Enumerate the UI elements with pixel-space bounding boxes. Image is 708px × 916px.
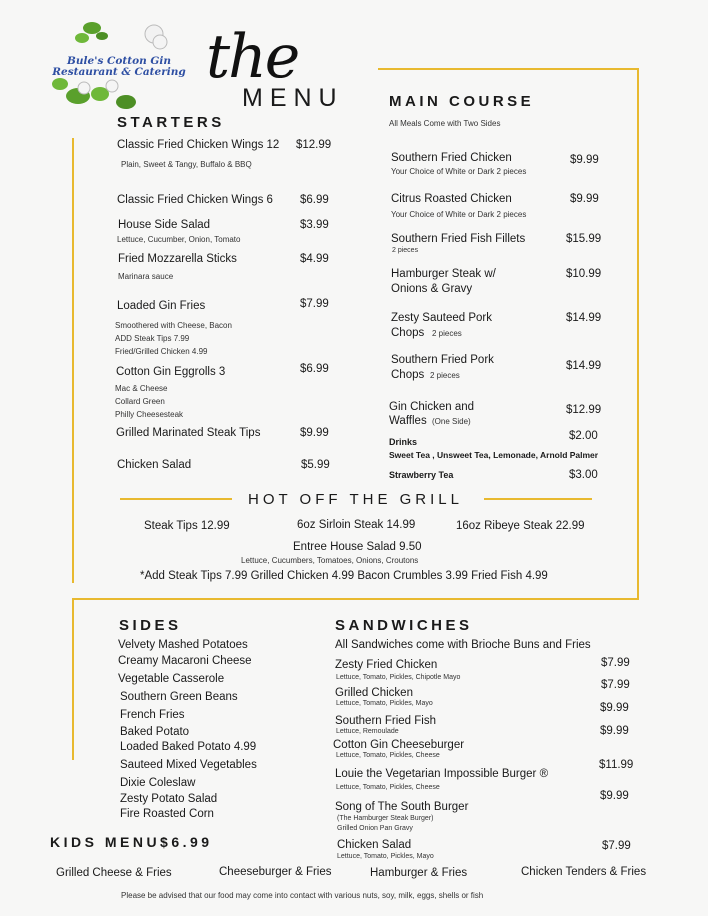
- drinks-price: $2.00: [569, 430, 598, 442]
- kids-item: Chicken Tenders & Fries: [521, 866, 647, 878]
- main-heading: MAIN COURSE: [389, 93, 535, 110]
- logo: [42, 14, 202, 114]
- starter-name: Classic Fried Chicken Wings 6: [117, 194, 273, 206]
- kids-item: Grilled Cheese & Fries: [56, 867, 172, 879]
- main-price: $12.99: [566, 404, 602, 416]
- main-name: Gin Chicken and: [389, 401, 475, 413]
- grill-heading: HOT OFF THE GRILL: [248, 491, 463, 508]
- grill-item: 16oz Ribeye Steak 22.99: [456, 520, 585, 532]
- drinks-label: Drinks: [389, 437, 418, 447]
- starter-desc: Philly Cheesesteak: [115, 410, 184, 419]
- main-desc: 2 pieces: [432, 329, 462, 338]
- main-price: $14.99: [566, 312, 602, 324]
- starter-price: $7.99: [300, 298, 329, 310]
- starter-name: Grilled Marinated Steak Tips: [116, 427, 261, 439]
- side-item: Sauteed Mixed Vegetables: [120, 759, 257, 771]
- starter-desc: Lettuce, Cucumber, Onion, Tomato: [117, 235, 241, 244]
- starter-desc: Plain, Sweet & Tangy, Buffalo & BBQ: [121, 160, 252, 169]
- grill-item: 6oz Sirloin Steak 14.99: [297, 519, 416, 531]
- frame-bottom-line: [72, 598, 639, 600]
- kids-item: Hamburger & Fries: [370, 867, 468, 879]
- grill-item: Steak Tips 12.99: [144, 520, 230, 532]
- main-name: Southern Fried Pork: [391, 354, 494, 366]
- side-item: Vegetable Casserole: [118, 673, 225, 685]
- sandwich-name: Zesty Fried Chicken: [335, 659, 438, 671]
- sandwich-price: $9.99: [600, 725, 629, 737]
- sides-heading: SIDES: [119, 617, 182, 634]
- sandwich-name: Song of The South Burger: [335, 801, 469, 813]
- main-subheading: All Meals Come with Two Sides: [389, 119, 501, 128]
- starter-name: Cotton Gin Eggrolls 3: [116, 366, 226, 378]
- main-desc: 2 pieces: [430, 371, 460, 380]
- side-item: Dixie Coleslaw: [120, 777, 196, 789]
- grill-salad-desc: Lettuce, Cucumbers, Tomatoes, Onions, Croutons: [241, 556, 419, 565]
- sandwich-name: Chicken Salad: [337, 839, 412, 851]
- frame-top-line: [378, 68, 639, 70]
- sandwich-desc: (The Hamburger Steak Burger): [337, 815, 434, 822]
- main-desc: Your Choice of White or Dark 2 pieces: [391, 210, 527, 219]
- main-price: $15.99: [566, 233, 602, 245]
- drinks-list: Sweet Tea , Unsweet Tea, Lemonade, Arnold Palmer: [389, 450, 599, 460]
- starter-desc: ADD Steak Tips 7.99: [115, 334, 190, 343]
- starter-name: Classic Fried Chicken Wings 12: [117, 139, 280, 151]
- main-desc: 2 pieces: [392, 247, 419, 254]
- main-name: Southern Fried Fish Fillets: [391, 233, 526, 245]
- starter-price: $4.99: [300, 253, 329, 265]
- starter-name: Loaded Gin Fries: [117, 300, 206, 312]
- sandwiches-heading: SANDWICHES: [335, 617, 473, 634]
- title-script: the: [206, 22, 299, 92]
- starter-desc: Mac & Cheese: [115, 384, 168, 393]
- starter-desc: Fried/Grilled Chicken 4.99: [115, 347, 208, 356]
- title-menu: MENU: [242, 84, 344, 112]
- sandwich-price: $11.99: [599, 759, 634, 771]
- starter-desc: Collard Green: [115, 397, 165, 406]
- starter-price: $6.99: [300, 194, 329, 206]
- side-item: Velvety Mashed Potatoes: [118, 639, 248, 651]
- sandwich-name: Louie the Vegetarian Impossible Burger ®: [335, 768, 549, 780]
- side-item: Loaded Baked Potato 4.99: [120, 741, 257, 753]
- sandwich-price: $7.99: [601, 657, 630, 669]
- sandwich-price: $7.99: [601, 679, 630, 691]
- main-desc: (One Side): [432, 417, 471, 426]
- sandwich-price: $9.99: [600, 790, 629, 802]
- logo-line1: Bule's Cotton Gin: [67, 55, 171, 67]
- starter-name: Fried Mozzarella Sticks: [118, 253, 237, 265]
- sandwich-name: Southern Fried Fish: [335, 715, 436, 727]
- starter-name: House Side Salad: [118, 219, 211, 231]
- sandwich-desc: Lettuce, Tomato, Pickles, Chipotle Mayo: [336, 674, 461, 681]
- side-item: Southern Green Beans: [120, 691, 238, 703]
- main-price: $10.99: [566, 268, 602, 280]
- starter-desc: Marinara sauce: [118, 272, 174, 281]
- sandwich-price: $7.99: [602, 840, 631, 852]
- main-name: Southern Fried Chicken: [391, 152, 512, 164]
- starter-price: $6.99: [300, 363, 329, 375]
- grill-salad: Entree House Salad 9.50: [293, 541, 422, 553]
- main-name: Onions & Gravy: [391, 283, 473, 295]
- side-item: Fire Roasted Corn: [120, 808, 214, 820]
- main-price: $14.99: [566, 360, 602, 372]
- logo-line2: Restaurant & Catering: [52, 66, 186, 78]
- sandwich-name: Grilled Chicken: [335, 687, 413, 699]
- main-name: Chops: [391, 369, 425, 381]
- main-desc: Your Choice of White or Dark 2 pieces: [391, 167, 527, 176]
- sandwich-desc: Lettuce, Tomato, Pickles, Mayo: [337, 853, 434, 860]
- frame-left-line-lower: [72, 600, 74, 760]
- sandwich-desc: Lettuce, Tomato, Pickles, Mayo: [336, 700, 433, 707]
- main-name: Citrus Roasted Chicken: [391, 193, 512, 205]
- grill-divider-left: [120, 498, 232, 500]
- sandwich-desc: Lettuce, Tomato, Pickles, Cheese: [336, 784, 440, 791]
- grill-addons: *Add Steak Tips 7.99 Grilled Chicken 4.99 Bacon Crumbles 3.99 Fried Fish 4.99: [140, 570, 548, 582]
- main-price: $9.99: [570, 193, 599, 205]
- sandwich-desc: Lettuce, Tomato, Pickles, Cheese: [336, 752, 440, 759]
- strawberry-tea-label: Strawberry Tea: [389, 470, 454, 480]
- starter-price: $5.99: [301, 459, 330, 471]
- side-item: Creamy Macaroni Cheese: [118, 655, 252, 667]
- strawberry-tea-price: $3.00: [569, 469, 598, 481]
- main-name: Zesty Sauteed Pork: [391, 312, 492, 324]
- sandwich-name: Cotton Gin Cheeseburger: [333, 739, 465, 751]
- starter-price: $3.99: [300, 219, 329, 231]
- starter-desc: Smoothered with Cheese, Bacon: [115, 321, 232, 330]
- side-item: Zesty Potato Salad: [120, 793, 218, 805]
- sandwich-desc: Lettuce, Remoulade: [336, 728, 399, 735]
- side-item: French Fries: [120, 709, 185, 721]
- main-name: Hamburger Steak w/: [391, 268, 496, 280]
- starters-heading: STARTERS: [117, 114, 225, 131]
- side-item: Baked Potato: [120, 726, 190, 738]
- frame-left-line: [72, 138, 74, 583]
- sandwich-desc: Grilled Onion Pan Gravy: [337, 825, 413, 832]
- kids-heading: KIDS MENU$6.99: [50, 834, 213, 850]
- sandwiches-subheading: All Sandwiches come with Brioche Buns and Fries: [335, 639, 591, 651]
- main-name: Chops: [391, 327, 425, 339]
- starter-name: Chicken Salad: [117, 459, 192, 471]
- sandwich-price: $9.99: [600, 702, 629, 714]
- frame-right-line: [637, 68, 639, 600]
- main-price: $9.99: [570, 154, 599, 166]
- grill-divider-right: [484, 498, 592, 500]
- starter-price: $12.99: [296, 139, 332, 151]
- kids-item: Cheeseburger & Fries: [219, 866, 332, 878]
- main-name: Waffles: [389, 415, 427, 427]
- starter-price: $9.99: [300, 427, 329, 439]
- allergy-notice: Please be advised that our food may come into contact with various nuts, soy, milk, eggs, shells or fish: [121, 891, 484, 900]
